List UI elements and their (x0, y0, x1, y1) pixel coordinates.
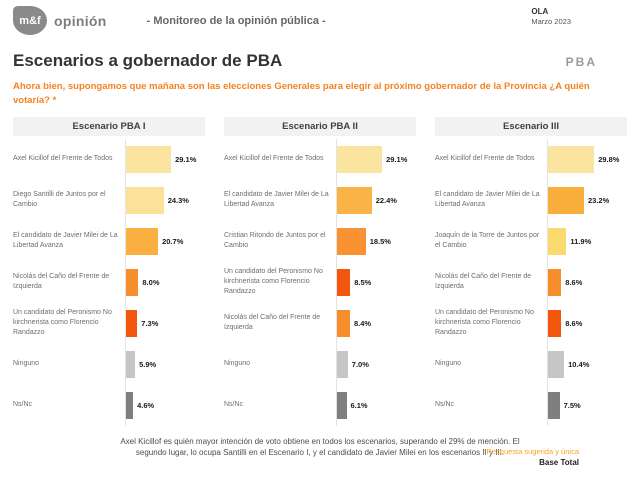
bar-value: 7.0% (351, 359, 369, 369)
bar-area (547, 385, 627, 426)
scenario-header: Escenario III (435, 117, 627, 136)
scenario-header: Escenario PBA I (13, 117, 205, 136)
bar-value: 29.1% (175, 154, 197, 164)
candidate-label: Cristian Ritondo de Juntos por el Cambio (224, 232, 326, 250)
bar-area (547, 139, 627, 180)
bar-area (125, 221, 205, 262)
candidate-row (435, 139, 627, 180)
bar (337, 351, 348, 378)
candidate-label: El candidato de Javier Milei de La Libertad Avanza (224, 191, 329, 209)
bar-value: 8.6% (565, 318, 583, 328)
bar-value: 8.4% (354, 318, 372, 328)
charts-area (13, 117, 627, 426)
bar (548, 228, 566, 255)
candidate-row (435, 385, 627, 426)
candidate-label: Axel Kicillof del Frente de Todos (435, 155, 535, 163)
bar-area (547, 221, 627, 262)
candidate-row (13, 180, 205, 221)
bar-rows (13, 139, 205, 426)
candidate-row (224, 262, 416, 303)
candidate-row (13, 344, 205, 385)
bar (126, 351, 135, 378)
candidate-label: El candidato de Javier Milei de La Libertad Avanza (435, 191, 540, 209)
scenario-column-3 (435, 117, 627, 426)
bar-area (336, 262, 416, 303)
bar (126, 228, 158, 255)
bar (337, 392, 347, 419)
bar (126, 310, 137, 337)
bar (337, 228, 366, 255)
bar-area (547, 303, 627, 344)
bar-area (547, 262, 627, 303)
candidate-row (224, 139, 416, 180)
candidate-label: Ninguno (224, 360, 251, 368)
candidate-label: Ninguno (13, 360, 40, 368)
bar (126, 146, 171, 173)
bar (126, 392, 133, 419)
candidate-row (224, 385, 416, 426)
bar-area (125, 139, 205, 180)
candidate-row (13, 262, 205, 303)
brand-logo (13, 6, 107, 35)
title-row (13, 51, 627, 71)
bar-value: 29.8% (598, 154, 620, 164)
bar-value: 11.9% (570, 236, 592, 246)
candidate-row (435, 262, 627, 303)
candidate-row (13, 221, 205, 262)
candidate-row (435, 344, 627, 385)
bar-area (336, 139, 416, 180)
bar (337, 269, 350, 296)
bar-area (125, 344, 205, 385)
mf-logo-icon (13, 6, 47, 35)
candidate-row (224, 303, 416, 344)
wave-label: OLA (531, 7, 549, 16)
candidate-label: Nicolás del Caño del Frente de Izquierda (435, 273, 532, 291)
candidate-label: Axel Kicillof del Frente de Todos (224, 155, 324, 163)
logo-wordmark: opinión (54, 12, 107, 29)
page-title: Escenarios a gobernador de PBA (13, 51, 283, 70)
bar (548, 351, 564, 378)
bar (337, 146, 382, 173)
candidate-label: Diego Santilli de Juntos por el Cambio (13, 191, 106, 209)
report-tagline: - Monitoreo de la opinión pública - (146, 15, 326, 27)
candidate-label: Un candidato del Peronismo No kirchnerista como Florencio Randazzo (13, 309, 112, 336)
bar-value: 8.0% (142, 277, 160, 287)
top-header (13, 6, 627, 40)
candidate-label: Axel Kicillof del Frente de Todos (13, 155, 113, 163)
region-tag: PBA (565, 55, 597, 69)
bar (337, 310, 350, 337)
candidate-label: Joaquín de la Torre de Juntos por el Cambio (435, 232, 540, 250)
bar-area (125, 180, 205, 221)
bar (126, 269, 138, 296)
bar-area (125, 303, 205, 344)
summary-note: Axel Kicillof es quién mayor intención de voto obtiene en todos los escenarios, superando el 29% de mención. El segundo lugar, lo ocupa Santilli en el Escenario I, y el candidato de Javier Milei en los escenarios II y III. (120, 436, 520, 458)
legal-block (484, 446, 579, 469)
candidate-label: Nicolás del Caño del Frente de Izquierda (224, 314, 321, 332)
footer (13, 432, 627, 482)
bar-value: 5.9% (139, 359, 157, 369)
candidate-row (13, 139, 205, 180)
bar-value: 6.1% (350, 400, 368, 410)
bar-value: 7.5% (563, 400, 581, 410)
bar-area (125, 262, 205, 303)
candidate-label: Nicolás del Caño del Frente de Izquierda (13, 273, 110, 291)
wave-info (531, 6, 571, 26)
candidate-row (224, 180, 416, 221)
candidate-row (13, 385, 205, 426)
bar (337, 187, 372, 214)
scenario-column-1 (13, 117, 205, 426)
candidate-row (13, 303, 205, 344)
candidate-row (435, 221, 627, 262)
footnote: *Respuesta sugerida y única (483, 446, 579, 456)
scenario-column-2 (224, 117, 416, 426)
bar-value: 18.5% (369, 236, 391, 246)
bar-value: 8.5% (354, 277, 372, 287)
candidate-label: Un candidato del Peronismo No kirchnerista como Florencio Randazzo (224, 268, 323, 295)
bar-area (547, 180, 627, 221)
bar-area (336, 344, 416, 385)
candidate-row (224, 221, 416, 262)
bar (548, 146, 594, 173)
bar-area (336, 221, 416, 262)
candidate-label: Ns/Nc (435, 401, 455, 409)
bar-value: 22.4% (375, 195, 397, 205)
bar-area (336, 385, 416, 426)
bar (126, 187, 164, 214)
bar-area (336, 180, 416, 221)
bar-area (336, 303, 416, 344)
logo-monogram: m&f (19, 14, 41, 27)
bar-rows (435, 139, 627, 426)
bar-area (547, 344, 627, 385)
bar-value: 24.3% (167, 195, 189, 205)
bar-value: 8.6% (565, 277, 583, 287)
bar-area (125, 385, 205, 426)
bar-value: 4.6% (137, 400, 155, 410)
survey-question: Ahora bien, supongamos que mañana son las elecciones Generales para elegir al próximo gobernador de la Provincia ¿A quién votaría? * (13, 81, 590, 106)
candidate-row (224, 344, 416, 385)
bar (548, 310, 561, 337)
candidate-label: El candidato de Javier Milei de La Libertad Avanza (13, 232, 118, 250)
bar (548, 187, 584, 214)
bar-value: 10.4% (568, 359, 590, 369)
scenario-header: Escenario PBA II (224, 117, 416, 136)
bar-value: 20.7% (162, 236, 184, 246)
bar-value: 29.1% (386, 154, 408, 164)
candidate-row (435, 180, 627, 221)
bar-value: 23.2% (588, 195, 610, 205)
bar-value: 7.3% (141, 318, 159, 328)
candidate-label: Ns/Nc (224, 401, 244, 409)
bar-rows (224, 139, 416, 426)
candidate-label: Ns/Nc (13, 401, 33, 409)
bar (548, 392, 560, 419)
base-label: Base Total (539, 457, 579, 467)
bar (548, 269, 561, 296)
candidate-label: Un candidato del Peronismo No kirchnerista como Florencio Randazzo (435, 309, 534, 336)
candidate-row (435, 303, 627, 344)
candidate-label: Ninguno (435, 360, 462, 368)
wave-date: Marzo 2023 (531, 17, 571, 26)
